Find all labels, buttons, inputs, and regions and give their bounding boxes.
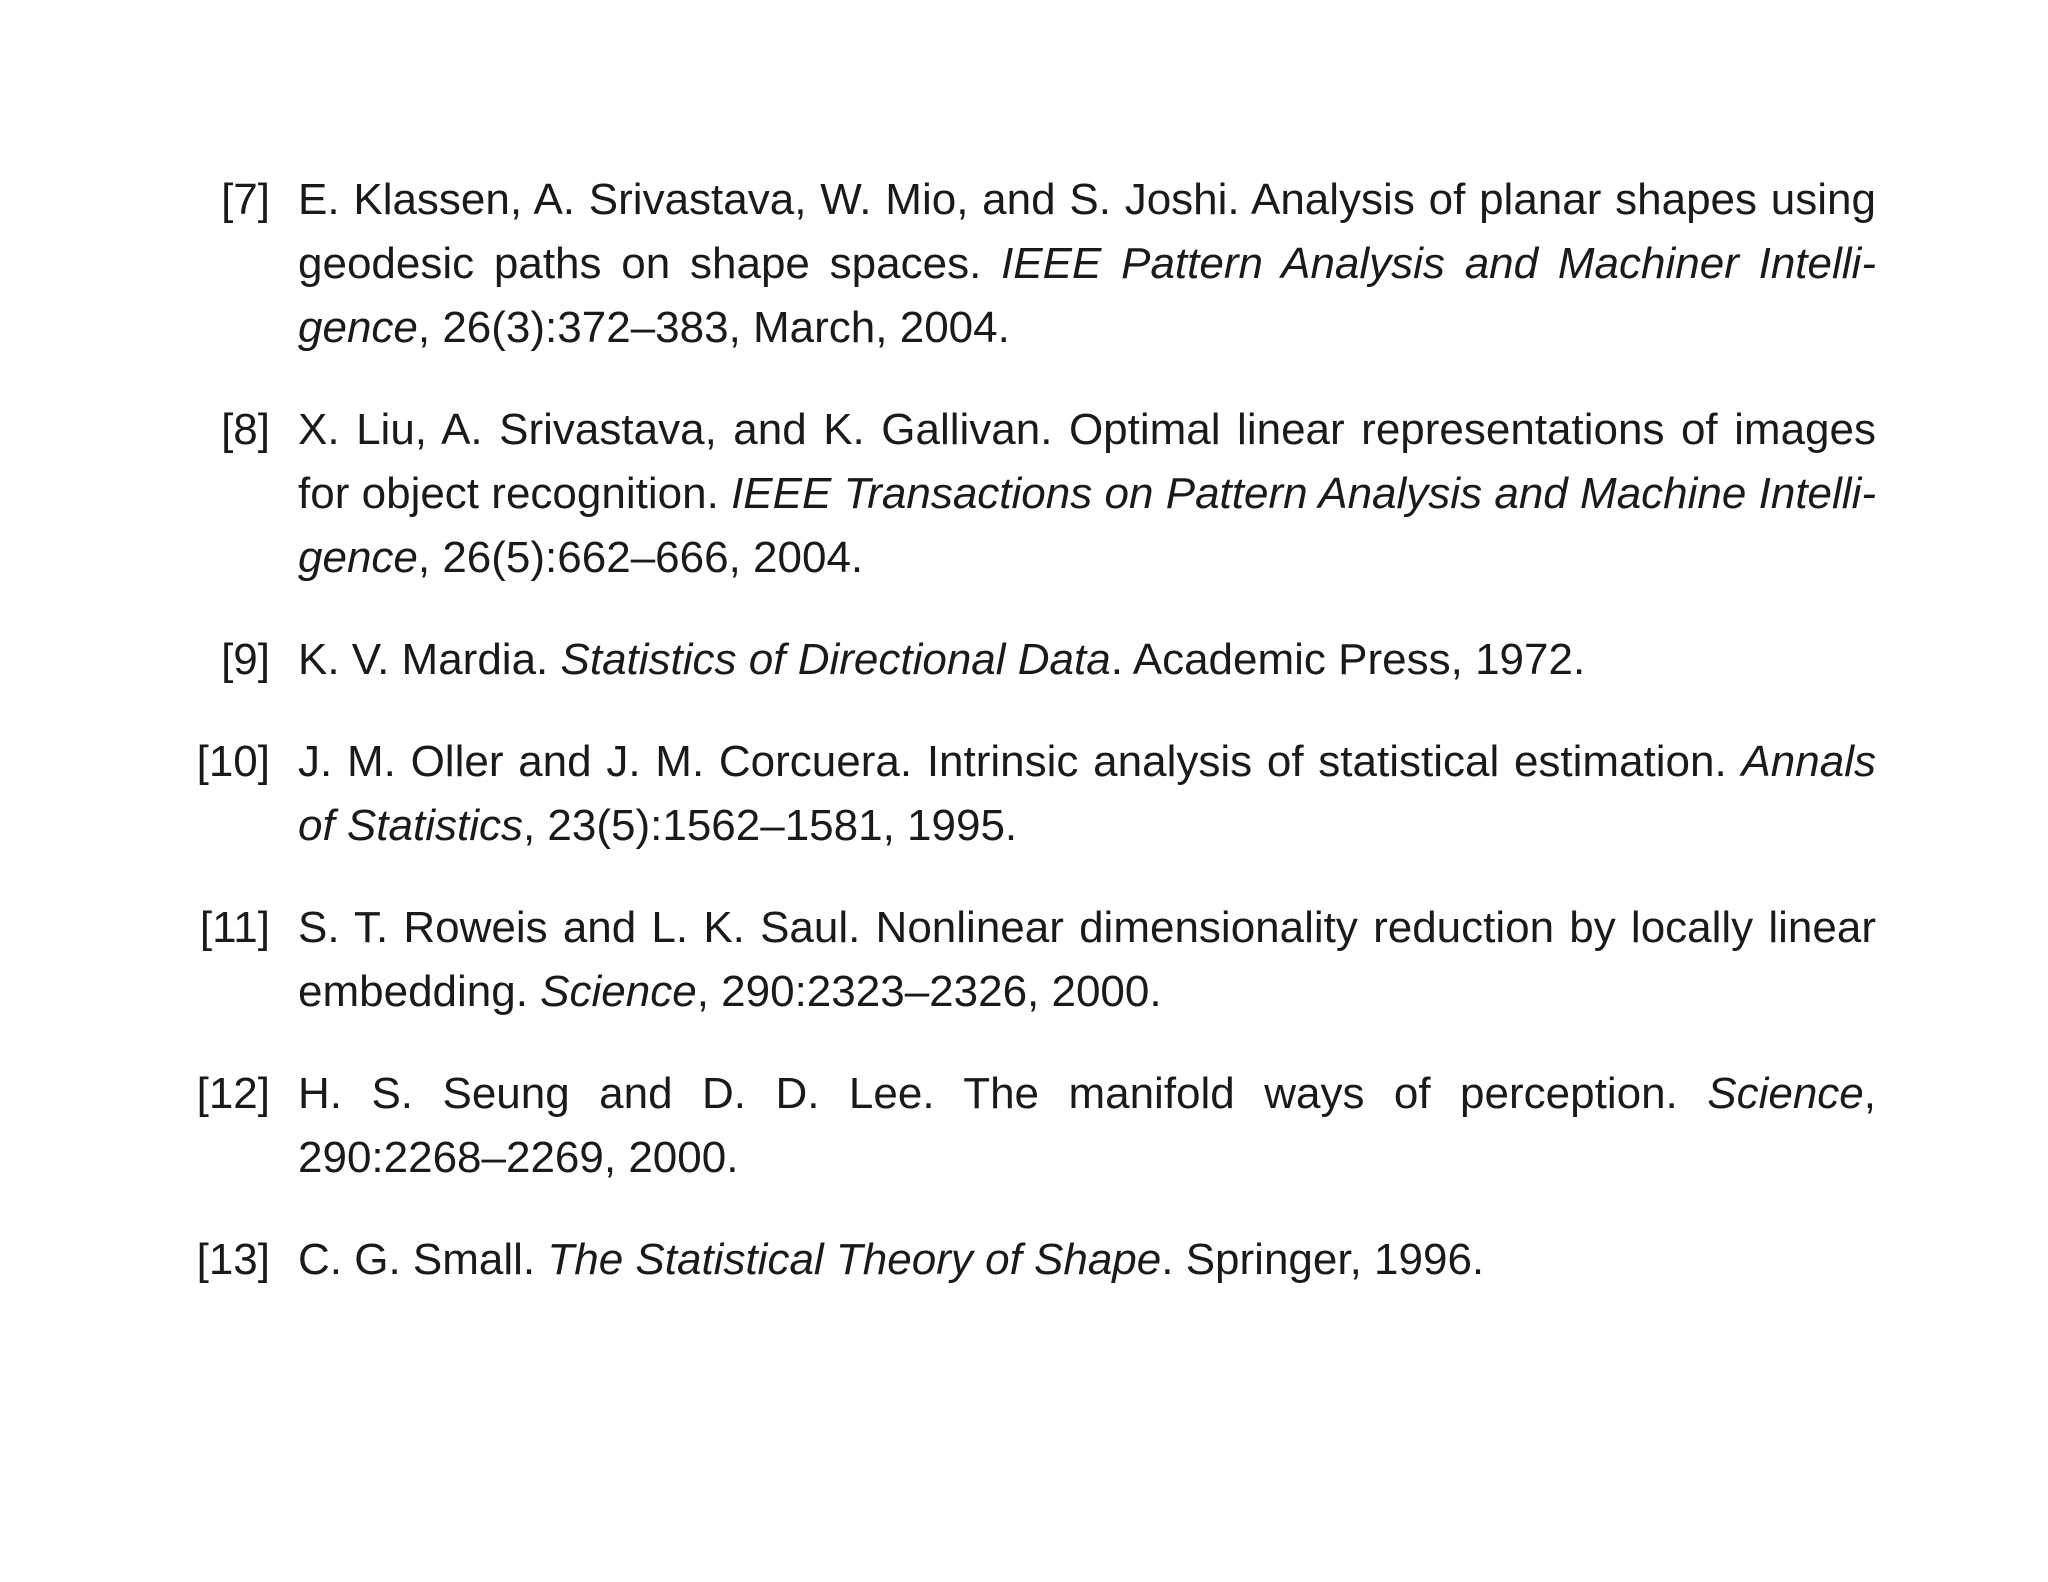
reference-segment: , 26(3):372–383, March, 2004.	[417, 303, 1010, 352]
reference-item	[0, 168, 2048, 360]
reference-segment: , 23(5):1562–1581, 1995.	[522, 801, 1018, 850]
reference-text	[298, 628, 1876, 692]
reference-segment: . Academic Press, 1972.	[1110, 635, 1586, 684]
reference-item	[0, 730, 2048, 858]
reference-number: [12]	[196, 1069, 270, 1118]
reference-segment: K. V. Mardia.	[298, 635, 561, 684]
reference-number: [10]	[196, 737, 270, 786]
reference-venue: Science	[540, 967, 697, 1016]
reference-item	[0, 628, 2048, 692]
reference-venue: The Statistical Theory of Shape	[547, 1235, 1162, 1284]
reference-segment: , 290:2323–2326, 2000.	[696, 967, 1162, 1016]
reference-segment: X. Liu, A. Srivastava, and K. Gallivan. Optimal linear representations of images for object recognition.	[298, 405, 1876, 518]
reference-item	[0, 1228, 2048, 1292]
reference-number: [9]	[221, 635, 270, 684]
reference-list	[0, 168, 2048, 1330]
reference-segment: S. T. Roweis and L. K. Saul. Nonlinear dimensionality reduction by locally linear embedding.	[298, 903, 1876, 1016]
reference-text	[298, 1228, 1876, 1292]
reference-text	[298, 1062, 1876, 1190]
reference-venue: IEEE Transactions on Pattern Analysis and Machine Intelligence	[298, 469, 1877, 582]
reference-venue: Statistics of Directional Data	[560, 635, 1111, 684]
reference-text	[298, 896, 1876, 1024]
reference-number: [11]	[199, 903, 270, 952]
reference-venue: IEEE Pattern Analysis and Machiner Intelligence	[298, 239, 1876, 352]
reference-segment: H. S. Seung and D. D. Lee. The manifold ways of perception.	[298, 1069, 1708, 1118]
reference-segment: E. Klassen, A. Srivastava, W. Mio, and S. Joshi. Analysis of planar shapes using geodesic paths on shape spaces.	[298, 175, 1876, 288]
reference-venue: Science	[1707, 1069, 1864, 1118]
reference-item	[0, 896, 2048, 1024]
reference-text	[298, 168, 1876, 360]
reference-item	[0, 398, 2048, 590]
reference-segment: J. M. Oller and J. M. Corcuera. Intrinsic analysis of statistical estimation.	[298, 737, 1742, 786]
reference-segment: C. G. Small.	[298, 1235, 548, 1284]
reference-text	[298, 730, 1876, 858]
reference-item	[0, 1062, 2048, 1190]
reference-venue: Annals of Statistics	[298, 737, 1876, 850]
reference-number: [8]	[221, 405, 270, 454]
reference-text	[298, 398, 1876, 590]
reference-number: [7]	[221, 175, 270, 224]
reference-segment: , 26(5):662–666, 2004.	[417, 533, 864, 582]
reference-segment: . Springer, 1996.	[1161, 1235, 1485, 1284]
reference-number: [13]	[196, 1235, 270, 1284]
reference-segment: , 290:2268–2269, 2000.	[298, 1069, 1876, 1182]
